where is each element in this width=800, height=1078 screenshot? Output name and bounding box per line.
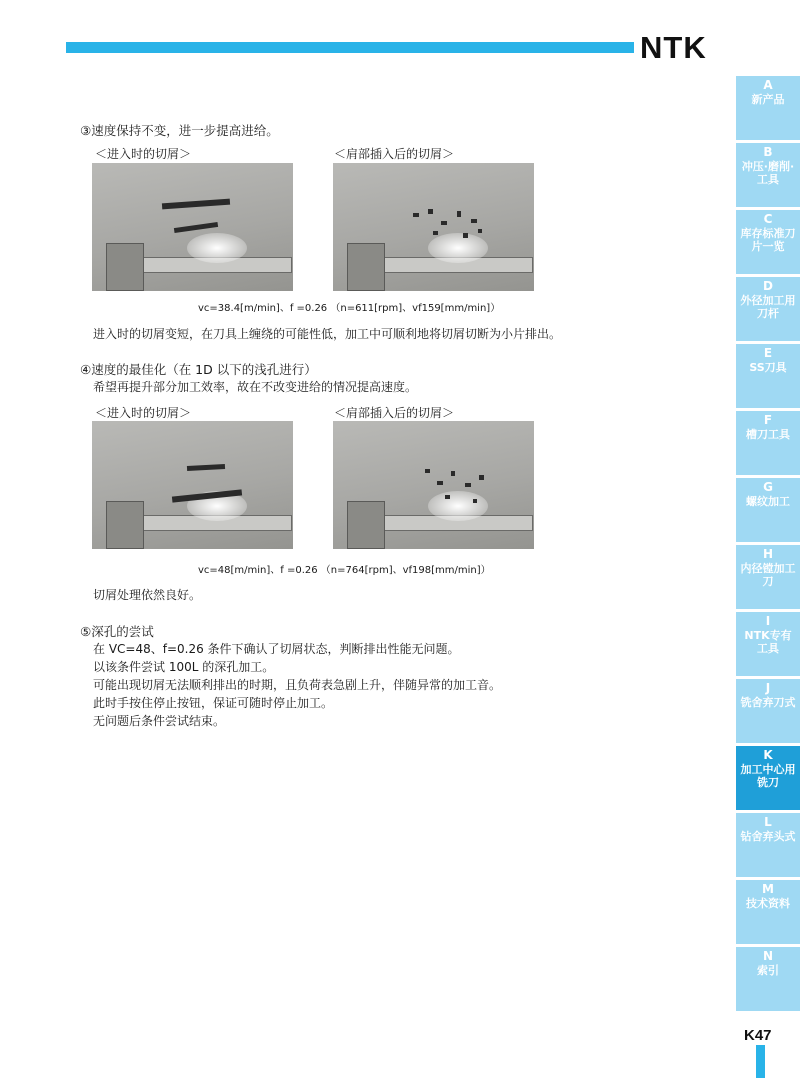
tab-letter: A [763,78,773,92]
tab-label: 冲压·磨削·工具 [741,160,795,186]
caption-shoulder-chips: ＜肩部插入后的切屑＞ [334,147,455,161]
section-note-3: 进入时的切屑变短，在刀具上缠绕的可能性低，加工中可顺利地将切屑切断为小片排出。 [93,327,562,341]
page-number: K47 [744,1027,772,1044]
caption-entry-chips: ＜进入时的切屑＞ [95,406,192,420]
cutting-conditions-2: vc=48[m/min]、f =0.26 （n=764[rpm]、vf198[mm/min]） [198,565,491,576]
section-heading-3: ③速度保持不变，进一步提高进给。 [80,123,279,138]
tab-label: 内径镗加工刀 [740,562,796,588]
tab-label: 钻舍弃头式 [740,830,796,843]
tab-letter: G [763,480,773,494]
tab-label: 新产品 [751,93,785,106]
tab-label: SS刀具 [749,361,787,374]
tab-d[interactable] [736,277,800,341]
tab-label: 铣舍弃刀式 [740,696,796,709]
cutting-conditions-1: vc=38.4[m/min]、f =0.26 （n=611[rpm]、vf159[mm/min]） [198,303,501,314]
section-line: 在 VC=48、f=0.26 条件下确认了切屑状态，判断排出性能无问题。 [93,642,460,656]
tab-letter: L [764,815,772,829]
photo-shoulder-chips-2 [333,421,534,549]
tab-a[interactable] [736,76,800,140]
tab-h[interactable] [736,545,800,609]
brand-logo: NTK [640,30,707,65]
tab-letter: H [762,547,774,561]
tab-j[interactable] [736,679,800,743]
tab-label: 外径加工用刀杆 [740,294,796,320]
tab-label: 索引 [757,964,779,977]
tab-letter: K [763,748,773,762]
tab-label: 加工中心用铣刀 [740,763,796,789]
tab-label: 库存标准刀片一览 [740,227,796,253]
tab-label: 槽刀工具 [746,428,790,441]
tab-b[interactable] [736,143,800,207]
tab-m[interactable] [736,880,800,944]
tab-letter: F [763,413,773,427]
tab-letter: E [763,346,773,360]
photo-entry-chips-1 [92,163,293,291]
photo-shoulder-chips-1 [333,163,534,291]
tab-l[interactable] [736,813,800,877]
tab-g[interactable] [736,478,800,542]
section-note-4: 切屑处理依然良好。 [93,588,202,602]
tab-k[interactable] [736,746,800,810]
tab-label: 技术资料 [746,897,790,910]
section-line: 此时手按住停止按钮，保证可随时停止加工。 [93,696,334,710]
section-heading-4: ④速度的最佳化（在 1D 以下的浅孔进行） [80,362,317,377]
tab-label: NTK专有工具 [744,629,792,655]
tab-letter: C [763,212,773,226]
tab-letter: B [763,145,773,159]
tab-letter: N [762,949,774,963]
caption-shoulder-chips: ＜肩部插入后的切屑＞ [334,406,455,420]
section-heading-5: ⑤深孔的尝试 [80,624,154,639]
tab-label: 螺纹加工 [746,495,790,508]
section-line: 无问题后条件尝试结束。 [93,714,226,728]
photo-entry-chips-2 [92,421,293,549]
tab-c[interactable] [736,210,800,274]
tab-i[interactable] [736,612,800,676]
caption-entry-chips: ＜进入时的切屑＞ [95,147,192,161]
section-line: 可能出现切屑无法顺利排出的时期，且负荷表急剧上升，伴随异常的加工音。 [93,678,502,692]
tab-letter: J [765,681,771,695]
tab-letter: M [762,882,774,896]
header-accent-bar [66,42,634,53]
section-intro-4: 希望再提升部分加工效率，故在不改变进给的情况提高速度。 [93,380,418,394]
section-line: 以该条件尝试 100L 的深孔加工。 [93,660,275,674]
tab-f[interactable] [736,411,800,475]
tab-letter: D [763,279,773,293]
page-number-accent-bar [756,1045,765,1078]
tab-n[interactable] [736,947,800,1011]
tab-e[interactable] [736,344,800,408]
tab-letter: I [765,614,771,628]
